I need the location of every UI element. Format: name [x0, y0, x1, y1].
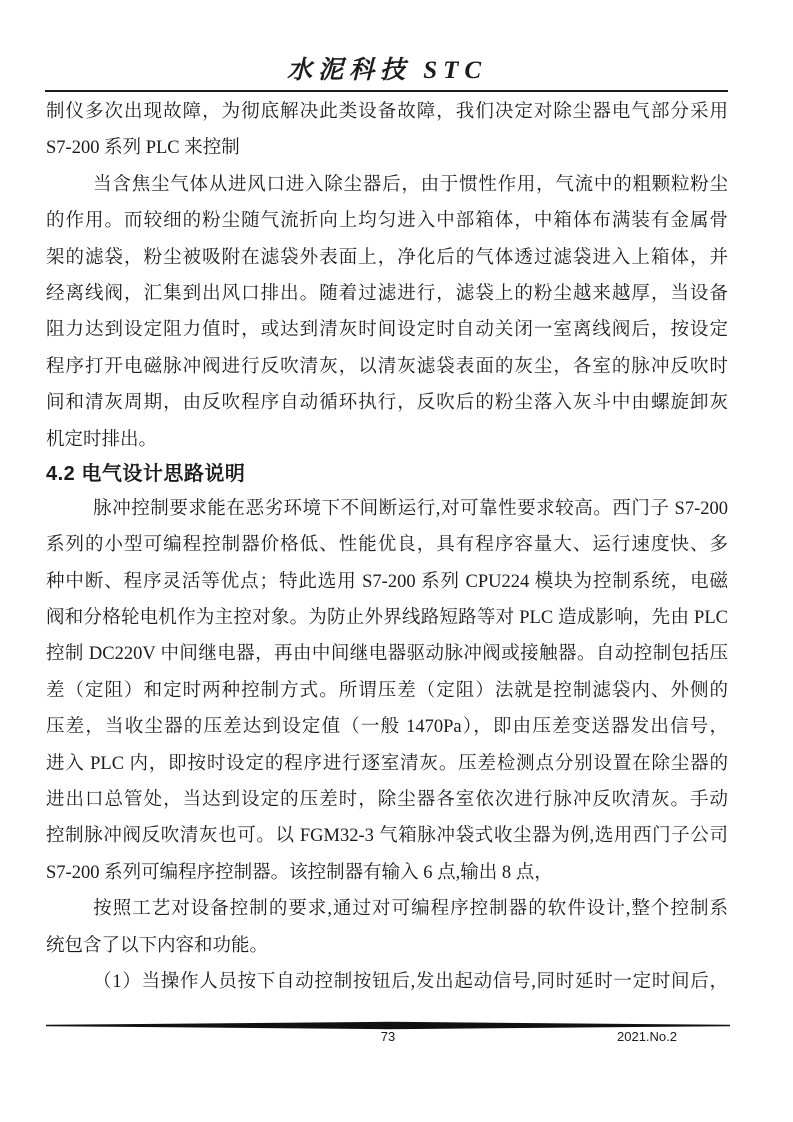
body-text-line: （1）当操作人员按下自动控制按钮后,发出起动信号,同时延时一定时间后， [93, 971, 728, 992]
page-number: 73 [380, 1029, 396, 1044]
body-text-line: 经离线阀，汇集到出风口排出。随着过滤进行，滤袋上的粉尘越来越厚，当设备 [46, 283, 728, 304]
body-text-line: 进出口总管处，当达到设定的压差时，除尘器各室依次进行脉冲反吹清灰。手动 [46, 790, 728, 811]
body-text-line: 差（定阻）和定时两种控制方式。所谓压差（定阻）法就是控制滤袋内、外侧的 [46, 680, 728, 701]
body-text-line: 的作用。而较细的粉尘随气流折向上均匀进入中部箱体，中箱体布满装有金属骨 [46, 211, 728, 232]
body-text-line: 控制 DC220V 中间继电器，再由中间继电器驱动脉冲阀或接触器。自动控制包括压 [46, 644, 728, 665]
body-text-line: 种中断、程序灵活等优点；特此选用 S7-200 系列 CPU224 模块为控制系统，电磁 [46, 571, 728, 592]
body-text-line: 控制脉冲阀反吹清灰也可。以 FGM32-3 气箱脉冲袋式收尘器为例,选用西门子公司 [46, 826, 728, 847]
article-body [46, 94, 728, 1000]
body-text-line: 统包含了以下内容和功能。 [46, 935, 269, 956]
body-text-line: S7-200 系列可编程序控制器。该控制器有输入 6 点,输出 8 点， [46, 862, 553, 883]
body-text-line: 进入 PLC 内，即按时设定的程序进行逐室清灰。压差检测点分别设置在除尘器的 [46, 753, 728, 774]
body-text-line: 压差，当收尘器的压差达到设定值（一般 1470Pa），即由压差变送器发出信号， [46, 717, 728, 738]
header-rule [45, 90, 728, 92]
body-text-line: 机定时排出。 [46, 429, 158, 450]
body-text-line: 脉冲控制要求能在恶劣环境下不间断运行,对可靠性要求较高。西门子 S7-200 [93, 498, 728, 519]
section-heading: 4.2 电气设计思路说明 [46, 462, 246, 485]
body-text-line: 程序打开电磁脉冲阀进行反吹清灰，以清灰滤袋表面的灰尘，各室的脉冲反吹时 [46, 356, 728, 377]
body-text-line: 阻力达到设定阻力值时，或达到清灰时间设定时自动关闭一室离线阀后，按设定 [46, 320, 728, 341]
body-text-line: 架的滤袋，粉尘被吸附在滤袋外表面上，净化后的气体透过滤袋进入上箱体，并 [46, 247, 728, 268]
body-text-line: 制仪多次出现故障，为彻底解决此类设备故障，我们决定对除尘器电气部分采用 [46, 102, 728, 122]
body-text-line: S7-200 系列 PLC 来控制 [46, 138, 240, 159]
body-text-line: 系列的小型可编程控制器价格低、性能优良，具有程序容量大、运行速度快、多 [46, 535, 728, 556]
body-text-line: 当含焦尘气体从进风口进入除尘器后，由于惯性作用，气流中的粗颗粒粉尘 [93, 174, 728, 195]
body-text-line: 按照工艺对设备控制的要求,通过对可编程序控制器的软件设计,整个控制系 [93, 899, 728, 920]
issue-number: 2021.No.2 [617, 1029, 677, 1044]
body-text-line: 间和清灰周期，由反吹程序自动循环执行，反吹后的粉尘落入灰斗中由螺旋卸灰 [46, 393, 728, 414]
body-text-line: 阀和分格轮电机作为主控对象。为防止外界线路短路等对 PLC 造成影响，先由 PLC [46, 608, 728, 629]
journal-title: 水泥科技 STC [286, 57, 488, 84]
